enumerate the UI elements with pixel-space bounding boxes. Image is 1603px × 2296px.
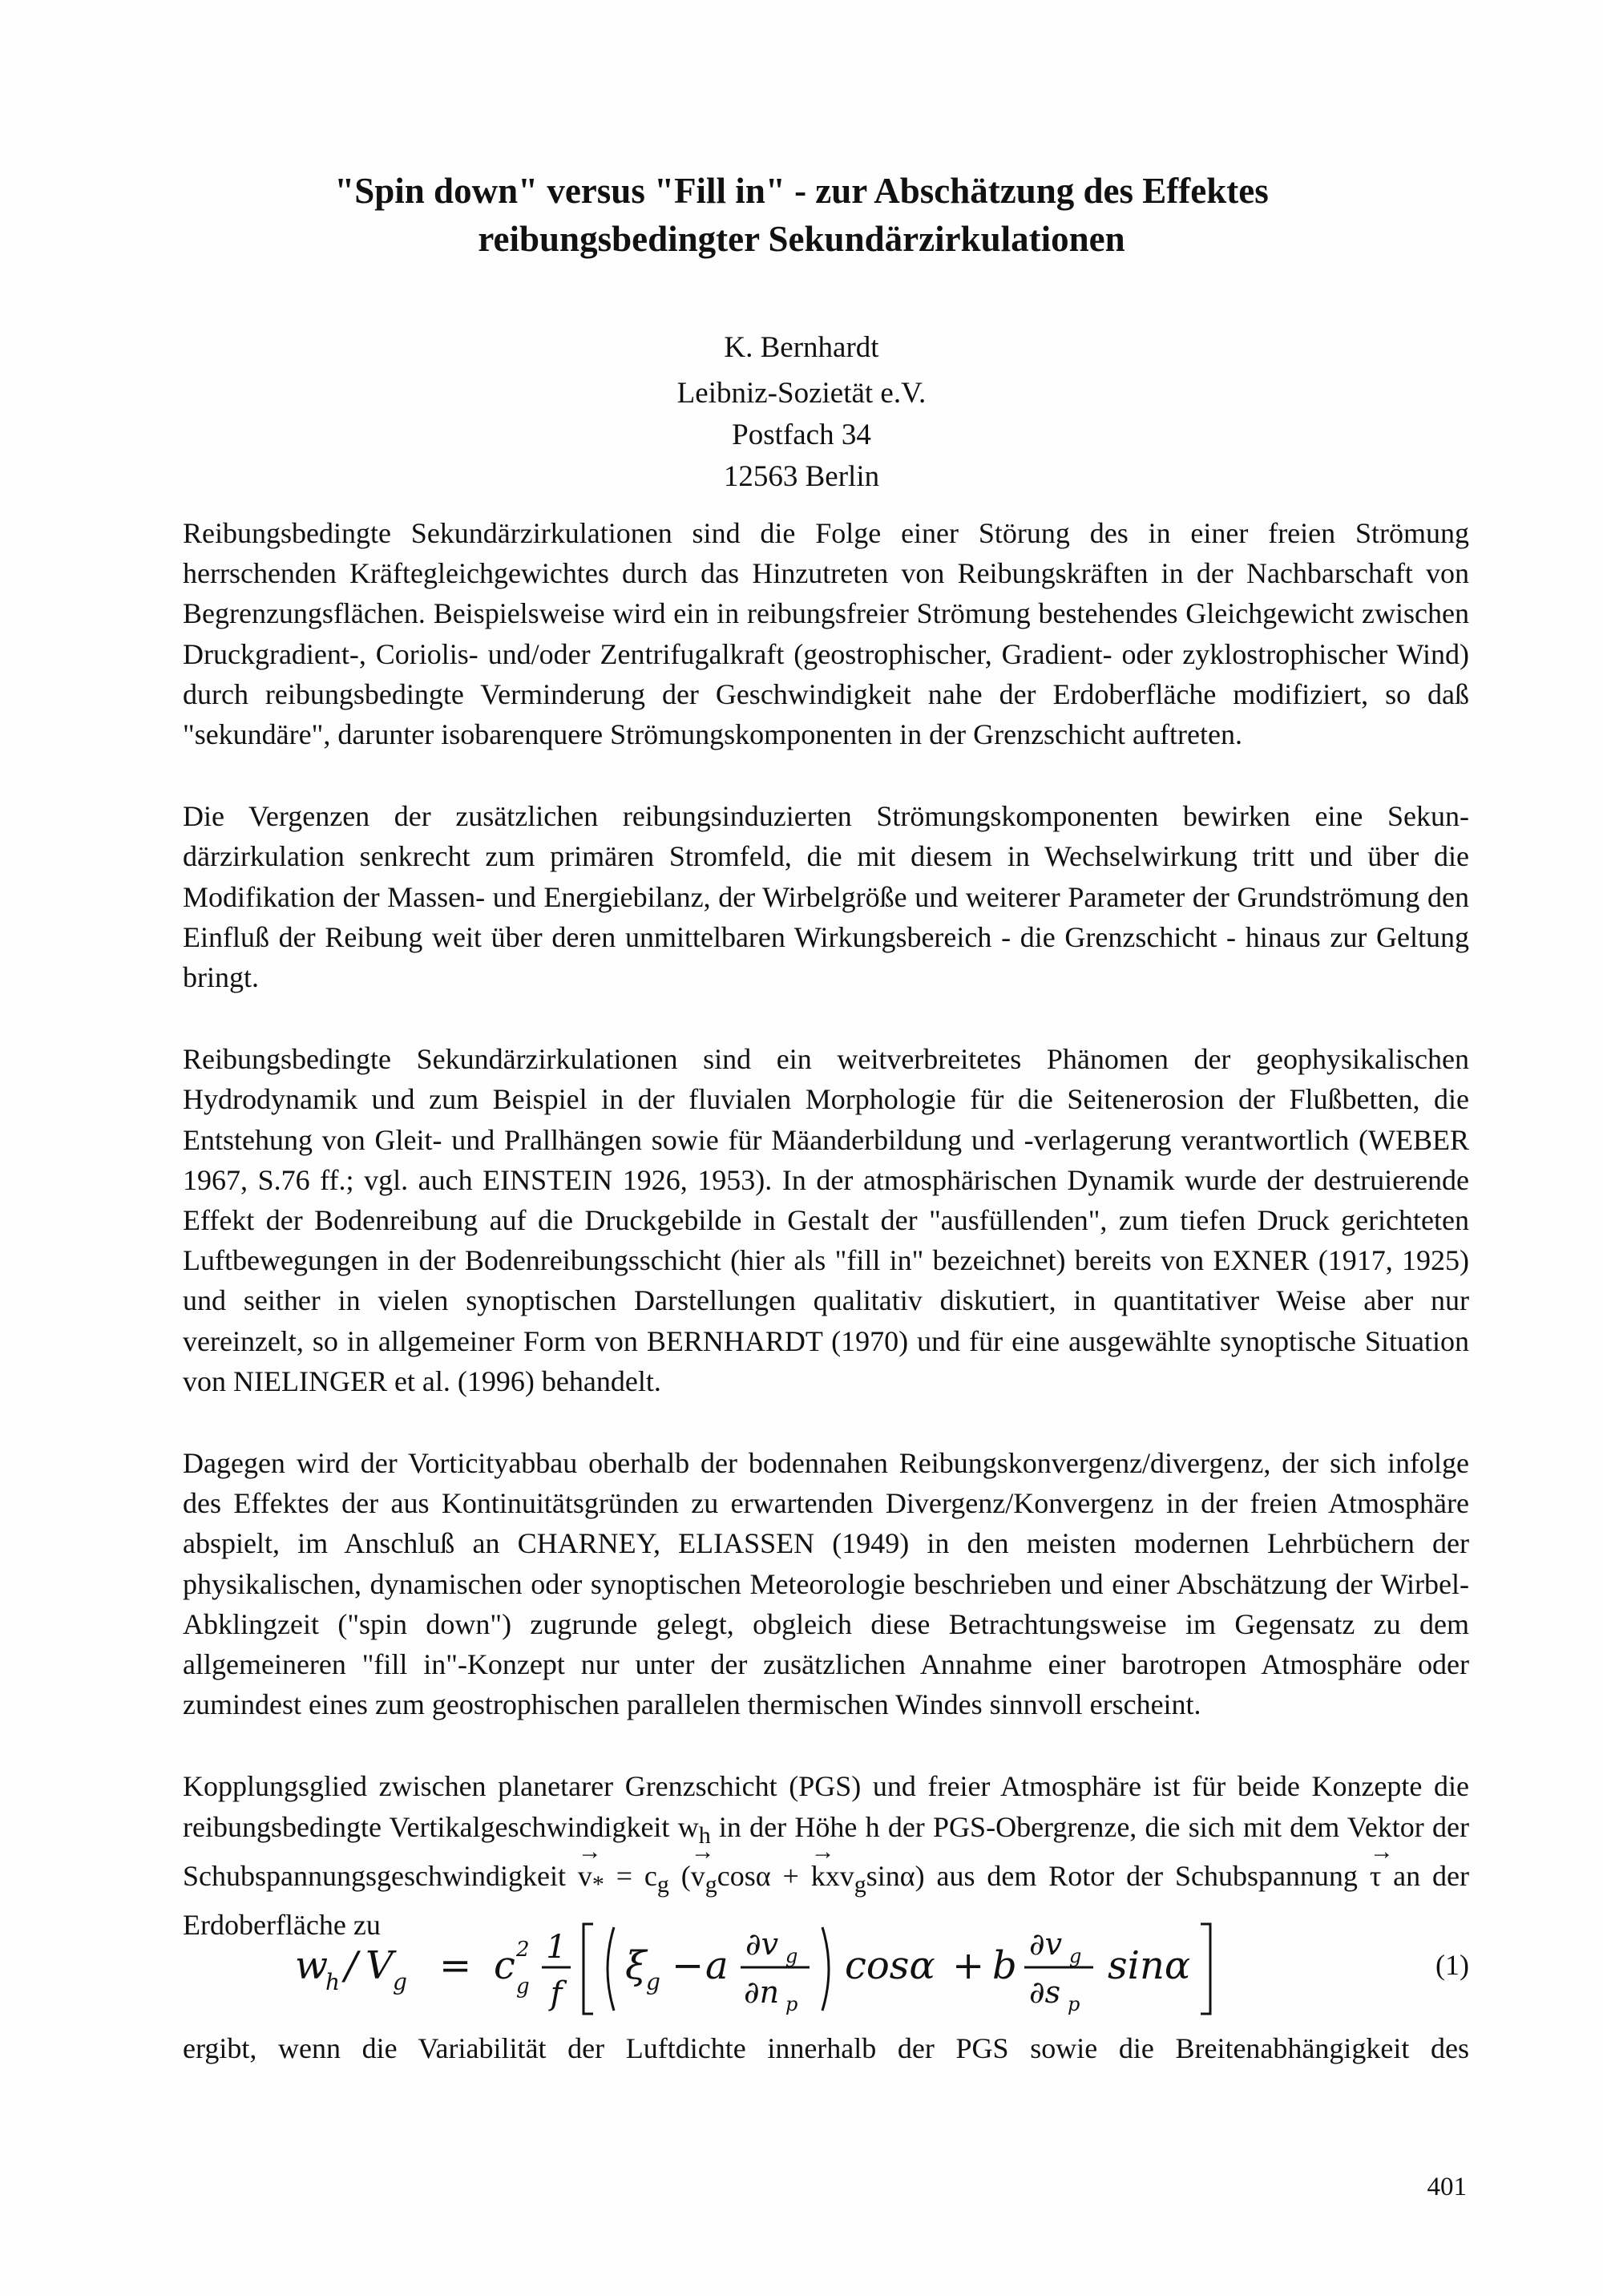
p5-text-7: an der Erdoberfläche zu bbox=[183, 1860, 1470, 1942]
eq-c: c bbox=[494, 1943, 515, 1988]
affiliation-postbox: Postfach 34 bbox=[732, 418, 871, 451]
eq-equals: = bbox=[439, 1943, 472, 1988]
eq-left-paren bbox=[608, 1927, 614, 2011]
eq-xi: ξ bbox=[625, 1943, 647, 1988]
cg-subscript: g bbox=[656, 1871, 669, 1898]
p5-text-6: sinα) aus dem Rotor der Schubspannung bbox=[866, 1860, 1370, 1893]
eq-d1-num-sub: g bbox=[785, 1945, 798, 1967]
eq-minus: − bbox=[672, 1943, 705, 1988]
eq-a: a bbox=[705, 1943, 729, 1988]
paper-title bbox=[192, 167, 1411, 263]
eq-d2-den-sub: p bbox=[1068, 1993, 1080, 2015]
tau-vector: → τ bbox=[1370, 1856, 1381, 1896]
equation-formula bbox=[287, 1916, 1425, 2020]
p5-text-3: = c bbox=[604, 1860, 657, 1893]
eq-frac1-den: f bbox=[550, 1975, 563, 2012]
affiliation bbox=[0, 373, 1603, 498]
eq-slash: / bbox=[345, 1943, 358, 1988]
equation-1 bbox=[183, 1916, 1469, 2020]
eq-d1-den: ∂n bbox=[744, 1975, 780, 2010]
eq-vg-sub: g bbox=[393, 1969, 407, 1995]
eq-plus: + bbox=[952, 1943, 985, 1988]
title-line-1: "Spin down" versus "Fill in" - zur Abschätzung des Effektes bbox=[334, 171, 1269, 211]
title-line-2: reibungsbedingter Sekundärzirkulationen bbox=[478, 219, 1125, 259]
eq-right-paren bbox=[822, 1927, 829, 2011]
paragraph-2: Die Vergenzen der zusätzlichen reibungsinduzierten Strömungskomponenten bewirken eine Sekundärzirkulation senkrecht zum primären Stromfeld, die mit diesem in Wechselwirkung tritt und über die Modifikation der Massen- und Energiebilanz, der Wirbelgröße und weiterer Parameter der Grundströmung den Einfluß der Reibung weit über deren unmittelbaren Wirkungsbereich - die Grenzschicht - hinaus zur Geltung bringt. bbox=[183, 800, 1469, 994]
p5-text-5: cosα + bbox=[717, 1860, 811, 1893]
eq-c-sup: 2 bbox=[516, 1938, 530, 1962]
eq-xi-sub: g bbox=[646, 1969, 660, 1995]
eq-d1-den-sub: p bbox=[785, 1993, 798, 2015]
affiliation-org: Leibniz-Sozietät e.V. bbox=[676, 377, 927, 410]
eq-d2-num: ∂v bbox=[1029, 1926, 1063, 1962]
eq-cos: cosα bbox=[845, 1943, 935, 1988]
eq-frac1-num: 1 bbox=[546, 1929, 567, 1966]
eq-left-bracket bbox=[583, 1924, 593, 2014]
eq-d2-num-sub: g bbox=[1069, 1945, 1082, 1967]
p5-text-1: Kopplungsglied zwischen planetarer Grenzschicht (PGS) und freier Atmosphäre ist für beide Konzepte die reibungsbedingte Vertikalgeschwindigkeit bbox=[183, 1770, 1469, 1843]
paragraph-1: Reibungsbedingte Sekundärzirkulationen sind die Folge einer Störung des in einer freien Strömung herrschenden Kräftegleichgewichtes durch das Hinzutreten von Reibungskräften in der Nachbarschaft von Begrenzungsflächen. Beispielsweise wird ein in reibungsfreier Strömung bestehendes Gleichgewicht zwischen Druckgradient-, Coriolis- und/oder Zentrifugalkraft (geostrophischer, Gradient- oder zyklostrophischer Wind) durch reibungsbedingte Verminderung der Geschwindigkeit nahe der Erdoberfläche modifiziert, so daß "sekundäre", darunter isobarenquere Strömungskomponenten in der Grenzschicht auftreten. bbox=[183, 517, 1469, 751]
body-text bbox=[183, 513, 1469, 1946]
paragraph-4: Dagegen wird der Vorticityabbau oberhalb der bodennahen Reibungskonvergenz/divergenz, der sich infolge des Effektes der aus Kontinuitätsgründen zu erwartenden Divergenz/Konvergenz in der freien Atmosphäre abspielt, im Anschluß an CHARNEY, ELIASSEN (1949) in den meisten modernen Lehrbüchern der physikalischen, dynamischen oder synoptischen Meteorologie beschrieben und einer Abschätzung der Wirbel-Abklingzeit ("spin down") zugrunde gelegt, obgleich diese Betrachtungsweise im Gegensatz zu dem allgemeineren "fill in"-Konzept nur unter der zusätzlichen Annahme einer barotropen Atmosphäre oder zumindest eines zum geostrophischen parallelen thermischen Windes sinnvoll erscheint. bbox=[183, 1447, 1469, 1721]
eq-vg: V bbox=[365, 1943, 394, 1988]
kxv-vector: → kxv$_g$ bbox=[811, 1856, 866, 1905]
p5-text-2: in der Höhe h der PGS-Obergrenze, die sich mit dem Vektor der Schubspannungsgeschwindigkeit bbox=[183, 1810, 1469, 1893]
page-number: 401 bbox=[1427, 2173, 1467, 2201]
wh-symbol: $w_h$ bbox=[677, 1810, 711, 1849]
eq-right-bracket bbox=[1201, 1924, 1210, 2014]
affiliation-city: 12563 Berlin bbox=[723, 460, 880, 493]
eq-sin: sinα bbox=[1108, 1943, 1191, 1988]
paragraph-3: Reibungsbedingte Sekundärzirkulationen sind ein weitverbreitetes Phänomen der geophysikalischen Hydrodynamik und zum Beispiel in der fluvialen Morphologie für die Seitenerosion der Flußbetten, die Entstehung von Gleit- und Prallhängen sowie für Mäanderbildung und -verlagerung verantwortlich (WEBER 1967, S.76 ff.; vgl. auch EINSTEIN 1926, 1953). In der atmosphärischen Dynamik wurde der destruierende Effekt der Bodenreibung auf die Druckgebilde in Gestalt der "ausfüllenden", zum tiefen Druck gerichteten Luftbewegungen in der Bodenreibungsschicht (hier als "fill in" bezeichnet) bereits von EXNER (1917, 1925) und seither in vielen synoptischen Darstellungen qualitativ diskutiert, in quantitativer Weise aber nur vereinzelt, so in allgemeiner Form von BERNHARDT (1970) und für eine ausgewählte synoptische Situation von NIELINGER et al. (1996) behandelt. bbox=[183, 1043, 1469, 1397]
author: K. Bernhardt bbox=[724, 331, 879, 364]
paragraph-6-start: ergibt, wenn die Variabilität der Luftdichte innerhalb der PGS sowie die Breitenabhängigkeit des bbox=[183, 2032, 1469, 2064]
eq-d2-den: ∂s bbox=[1029, 1975, 1061, 2010]
eq-lhs: w bbox=[295, 1943, 329, 1988]
eq-c-sub: g bbox=[516, 1975, 530, 1999]
vg-vector: → $v_g$ bbox=[691, 1856, 717, 1905]
equation-number: (1) bbox=[1435, 1949, 1469, 1981]
p5-text-4: ( bbox=[668, 1860, 691, 1893]
eq-d1-num: ∂v bbox=[745, 1926, 779, 1962]
eq-lhs-sub: h bbox=[325, 1969, 341, 1995]
v-star-vector: → $v_*$ bbox=[578, 1856, 604, 1905]
eq-b: b bbox=[992, 1943, 1017, 1988]
